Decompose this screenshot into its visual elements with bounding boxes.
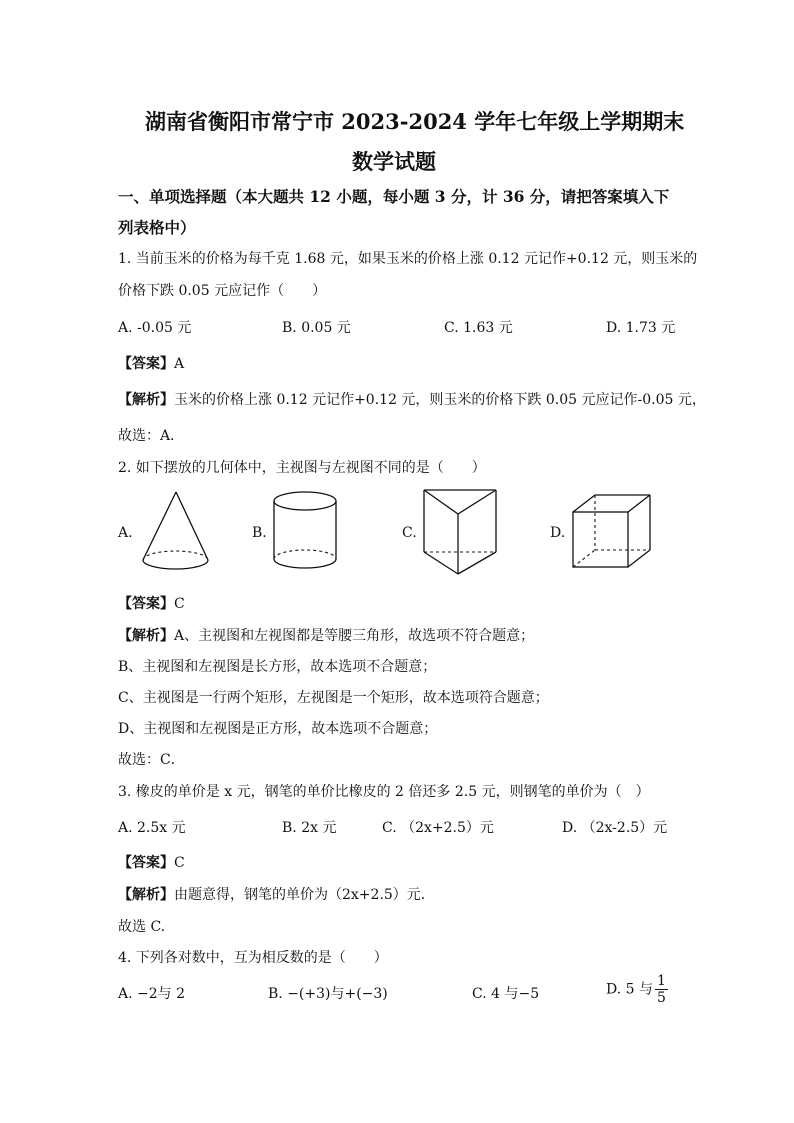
option-d-text: D. 5 与 xyxy=(606,981,653,998)
question-2-analysis-c: C、主视图是一行两个矩形，左视图是一个矩形，故本选项符合题意； xyxy=(118,690,549,706)
analysis-text: 玉米的价格上涨 0.12 元记作+0.12 元，则玉米的价格下跌 0.05 元应记作-0.05 元， xyxy=(174,392,706,408)
question-1-option-c: C. 1.63 元 xyxy=(444,320,513,336)
question-1-stem-cont: 价格下跌 0.05 元应记作（ ） xyxy=(118,283,327,299)
question-2-answer xyxy=(118,593,185,613)
question-1-analysis xyxy=(118,389,706,409)
question-1-conclusion: 故选：A． xyxy=(118,428,185,444)
question-2-option-c-label: C. xyxy=(402,525,417,541)
question-3-answer xyxy=(118,852,185,872)
question-2-analysis-d: D、主视图和左视图是正方形，故本选项不合题意； xyxy=(118,721,438,737)
section-heading-cont: 列表格中） xyxy=(118,218,196,237)
question-3-option-a: A. 2.5x 元 xyxy=(118,820,186,836)
question-3-option-c: C. （2x+2.5）元 xyxy=(382,820,494,836)
question-4-option-d xyxy=(606,974,668,1005)
question-1-option-b: B. 0.05 元 xyxy=(282,320,351,336)
question-2-option-b-label: B. xyxy=(252,525,267,541)
analysis-text: 由题意得，钢笔的单价为（2x+2.5）元． xyxy=(174,887,435,903)
answer-value: A xyxy=(174,356,185,372)
cylinder-icon xyxy=(272,490,342,576)
triangular-prism-icon xyxy=(420,486,500,578)
question-2-analysis xyxy=(118,625,534,645)
question-4-option-a: A. −2与 2 xyxy=(118,986,186,1002)
analysis-text: A、主视图和左视图都是等腰三角形，故选项不符合题意； xyxy=(174,628,535,644)
question-2-option-d-label: D. xyxy=(550,525,566,541)
question-2-stem: 2. 如下摆放的几何体中，主视图与左视图不同的是（ ） xyxy=(118,460,486,476)
question-3-analysis xyxy=(118,884,435,904)
answer-tag: 【答案】 xyxy=(118,356,174,372)
section-heading: 一、单项选择题（本大题共 12 小题，每小题 3 分，计 36 分，请把答案填入下 xyxy=(118,187,670,206)
question-1-option-a: A. -0.05 元 xyxy=(118,320,192,336)
answer-value: C xyxy=(174,855,185,871)
question-2-option-a-label: A. xyxy=(118,525,133,541)
question-1-answer xyxy=(118,353,184,373)
page-subtitle: 数学试题 xyxy=(352,149,436,174)
question-3-option-b: B. 2x 元 xyxy=(282,820,337,836)
answer-tag: 【答案】 xyxy=(118,596,174,612)
question-3-option-d: D. （2x-2.5）元 xyxy=(562,820,668,836)
question-4-stem: 4. 下列各对数中，互为相反数的是（ ） xyxy=(118,950,388,966)
question-1-stem: 1. 当前玉米的价格为每千克 1.68 元，如果玉米的价格上涨 0.12 元记作+0.12 元，则玉米的 xyxy=(118,251,698,267)
analysis-tag: 【解析】 xyxy=(118,887,174,903)
fraction-denominator: 5 xyxy=(656,990,666,1006)
answer-value: C xyxy=(174,596,185,612)
page-title: 湖南省衡阳市常宁市 2023-2024 学年七年级上学期期末 xyxy=(145,109,685,134)
question-2-conclusion: 故选：C． xyxy=(118,752,185,768)
fraction-numerator: 1 xyxy=(656,973,666,989)
question-4-option-c: C. 4 与−5 xyxy=(472,986,540,1002)
analysis-tag: 【解析】 xyxy=(118,628,174,644)
analysis-tag: 【解析】 xyxy=(118,392,174,408)
cube-icon xyxy=(570,492,660,572)
fraction xyxy=(655,974,668,1005)
question-4-option-b: B. −(+3)与+(−3) xyxy=(268,986,388,1002)
question-2-analysis-b: B、主视图和左视图是长方形，故本选项不合题意； xyxy=(118,659,437,675)
answer-tag: 【答案】 xyxy=(118,855,174,871)
question-3-conclusion: 故选 C. xyxy=(118,919,166,935)
cone-icon xyxy=(138,490,218,576)
question-1-option-d: D. 1.73 元 xyxy=(606,320,676,336)
question-3-stem: 3. 橡皮的单价是 x 元，钢笔的单价比橡皮的 2 倍还多 2.5 元，则钢笔的单价为（ ） xyxy=(118,784,650,800)
